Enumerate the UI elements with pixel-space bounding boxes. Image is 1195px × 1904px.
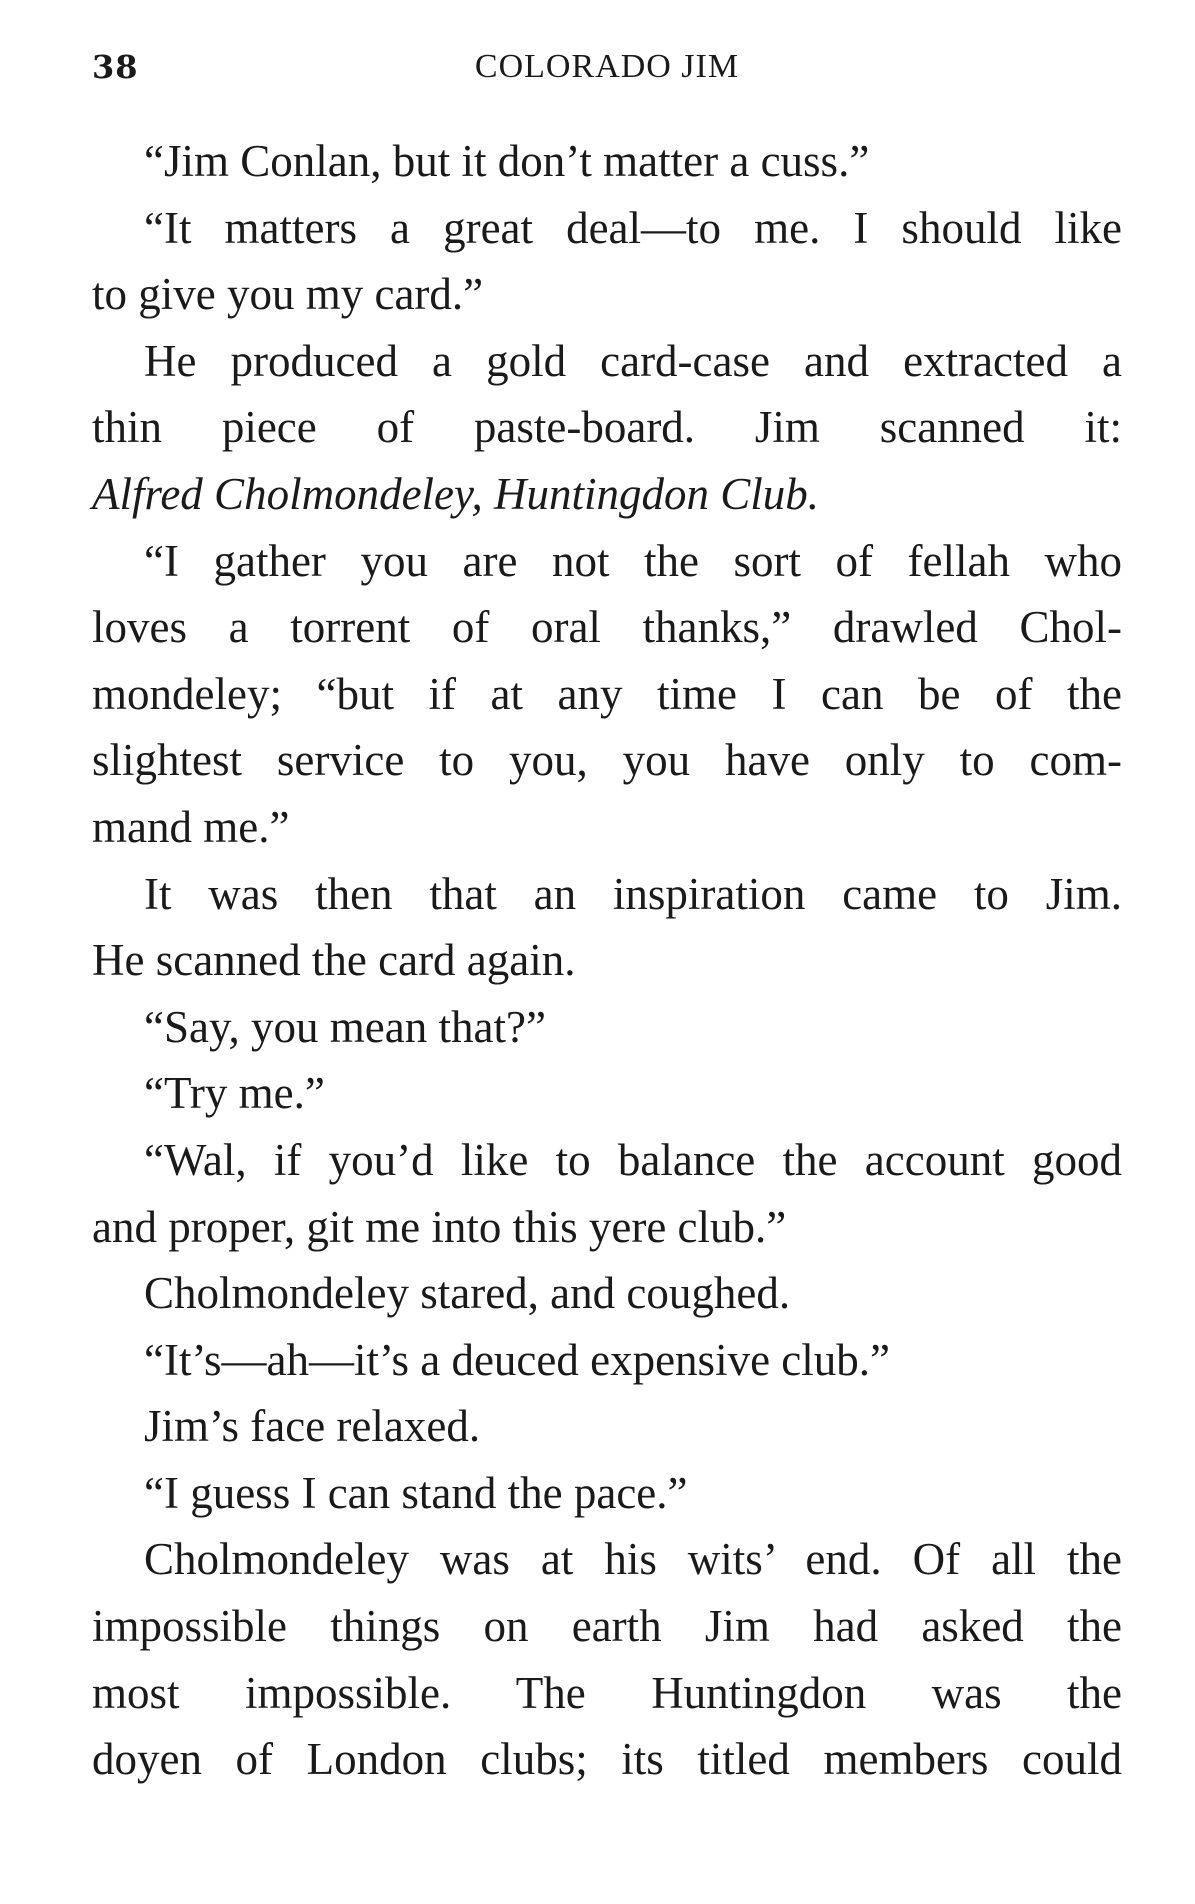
text-line: loves a torrent of oral thanks,” drawled Chol- [92, 602, 1122, 653]
text-line: “Wal, if you’d like to balance the account good [144, 1134, 1122, 1185]
text-line: Cholmondeley was at his wits’ end. Of all the [144, 1534, 1122, 1585]
text-line: “Jim Conlan, but it don’t matter a cuss.” [144, 136, 870, 186]
body-text [92, 128, 1122, 1793]
text-line: “I gather you are not the sort of fellah who [144, 535, 1122, 586]
running-title: COLORADO JIM [474, 48, 740, 85]
text-line: “It’s—ah—it’s a deuced expensive club.” [144, 1334, 890, 1385]
text-line: “It matters a great deal—to me. I should like [144, 202, 1122, 253]
text-line: Cholmondeley stared, and coughed. [144, 1268, 791, 1319]
page-header [92, 40, 1122, 100]
text-line: and proper, git me into this yere club.” [92, 1201, 787, 1252]
card-text-line: Alfred Cholmondeley, Huntingdon Club. [92, 468, 820, 519]
text-line: impossible things on earth Jim had asked the [92, 1601, 1122, 1652]
text-line: mand me.” [92, 801, 290, 852]
text-line: “Say, you mean that?” [144, 1001, 546, 1052]
text-line: Jim’s face relaxed. [144, 1401, 481, 1452]
text-line: “I guess I can stand the pace.” [144, 1467, 688, 1518]
text-line: mondeley; “but if at any time I can be of the [92, 668, 1122, 719]
text-line: slightest service to you, you have only to com- [92, 735, 1122, 786]
text-line: thin piece of paste-board. Jim scanned it: [92, 402, 1122, 453]
text-line: to give you my card.” [92, 269, 484, 320]
text-line: It was then that an inspiration came to Jim. [144, 868, 1122, 919]
text-line: He produced a gold card-case and extracted a [144, 335, 1122, 386]
text-line: most impossible. The Huntingdon was the [92, 1667, 1122, 1718]
text-line: doyen of London clubs; its titled members could [92, 1734, 1122, 1785]
text-line: “Try me.” [144, 1068, 325, 1119]
text-line: He scanned the card again. [92, 935, 576, 986]
page-number: 38 [92, 48, 139, 86]
